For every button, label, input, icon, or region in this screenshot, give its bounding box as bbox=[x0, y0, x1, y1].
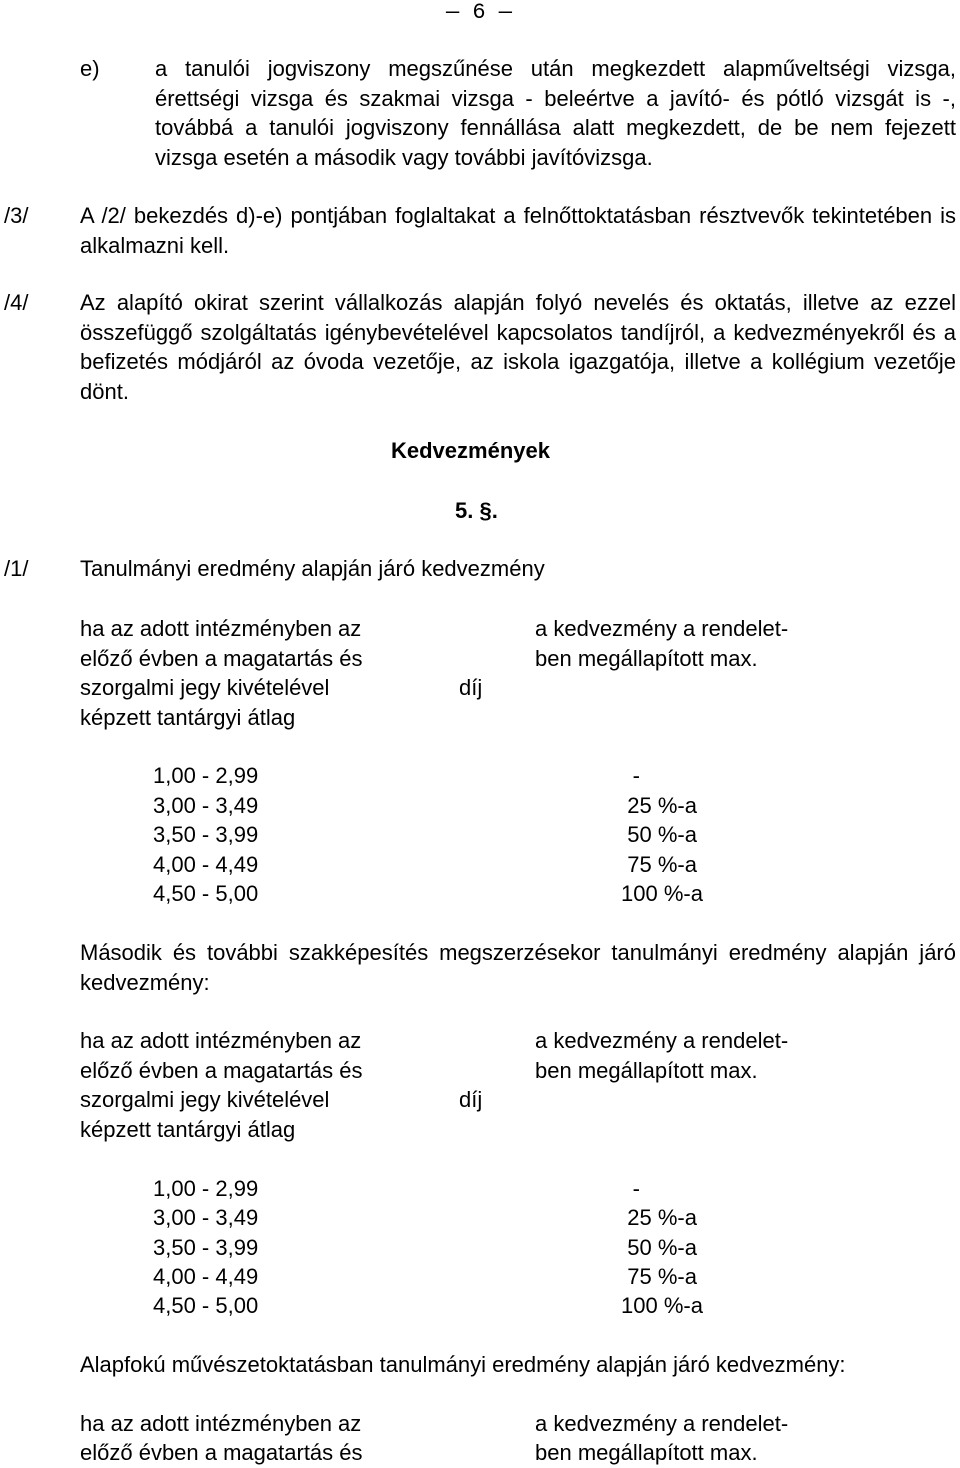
table-row-discount: 100 %-a bbox=[621, 1293, 703, 1318]
second-qualification-text: Második és további szakképesítés megszerzésekor tanulmányi eredmény alapján járó kedvezmény: bbox=[80, 940, 956, 995]
table-row-discount: 25 %-a bbox=[627, 793, 697, 818]
header-left-line: előző évben a magatartás és bbox=[80, 1440, 363, 1465]
table-row-range: 4,50 - 5,00 bbox=[153, 1293, 259, 1318]
table-row-discount: 50 %-a bbox=[627, 822, 697, 847]
header-left-line: ha az adott intézményben az bbox=[80, 616, 362, 641]
header-left-line: előző évben a magatartás és bbox=[80, 646, 363, 671]
paragraph-4-label: /4/ bbox=[4, 290, 29, 315]
art-education-text: Alapfokú művészetoktatásban tanulmányi eredmény alapján járó kedvezmény: bbox=[80, 1352, 846, 1377]
table-row-discount: 100 %-a bbox=[621, 881, 703, 906]
table-row-range: 4,00 - 4,49 bbox=[153, 852, 259, 877]
table-row-range: 3,50 - 3,99 bbox=[153, 822, 259, 847]
table-row-discount: 75 %-a bbox=[627, 1264, 697, 1289]
header-fee: díj bbox=[459, 675, 483, 700]
header-left-line: előző évben a magatartás és bbox=[80, 1058, 363, 1083]
paragraph-4-text: Az alapító okirat szerint vállalkozás alapján folyó nevelés és oktatás, illetve az ezzel összefüggő szolgáltatás igénybevételével kapcsolatos tandíjról, a kedvezményekről és a befizetés módjáról az óvoda vezetője, az iskola igazgatója, illetve a kollégium vezetője dönt. bbox=[80, 290, 956, 404]
table-row-discount: 75 %-a bbox=[627, 852, 697, 877]
header-left-line: ha az adott intézményben az bbox=[80, 1411, 362, 1436]
table-row-discount: 25 %-a bbox=[627, 1205, 697, 1230]
item-e-text: a tanulói jogviszony megszűnése után megkezdett alapműveltségi vizsga, érettségi vizsga és szakmai vizsga - beleértve a javító- és pótló vizsgát is -, továbbá a tanulói jogviszony fennállása alatt megkezdett, de be nem fejezett vizsga esetén a második vagy további javítóvizsga. bbox=[155, 56, 956, 170]
header-right-line: ben megállapított max. bbox=[535, 646, 758, 671]
paragraph-1-text: Tanulmányi eredmény alapján járó kedvezmény bbox=[80, 556, 545, 581]
table-row-discount: - bbox=[632, 1176, 640, 1201]
header-right-line: a kedvezmény a rendelet- bbox=[535, 1028, 789, 1053]
paragraph-3-text: A /2/ bekezdés d)-e) pontjában foglaltakat a felnőttoktatásban résztvevők tekintetében is alkalmazni kell. bbox=[80, 203, 956, 258]
header-right-line: ben megállapított max. bbox=[535, 1440, 758, 1465]
header-right-line: a kedvezmény a rendelet- bbox=[535, 1411, 789, 1436]
table-row-range: 1,00 - 2,99 bbox=[153, 763, 259, 788]
header-left-line: képzett tantárgyi átlag bbox=[80, 1117, 296, 1142]
section-title: Kedvezmények bbox=[391, 438, 550, 463]
paragraph-1-label: /1/ bbox=[4, 556, 29, 581]
table-row-range: 4,00 - 4,49 bbox=[153, 1264, 259, 1289]
table-row-range: 3,00 - 3,49 bbox=[153, 793, 259, 818]
table-row-discount: - bbox=[632, 763, 640, 788]
table-row-range: 3,50 - 3,99 bbox=[153, 1235, 259, 1260]
table-row-range: 1,00 - 2,99 bbox=[153, 1176, 259, 1201]
table-row-discount: 50 %-a bbox=[627, 1235, 697, 1260]
header-left-line: szorgalmi jegy kivételével bbox=[80, 675, 330, 700]
table-row-range: 4,50 - 5,00 bbox=[153, 881, 259, 906]
paragraph-3-label: /3/ bbox=[4, 203, 29, 228]
header-right-line: a kedvezmény a rendelet- bbox=[535, 616, 789, 641]
header-fee: díj bbox=[459, 1087, 483, 1112]
item-e-label: e) bbox=[80, 56, 100, 81]
section-number: 5. §. bbox=[455, 498, 498, 523]
header-left-line: szorgalmi jegy kivételével bbox=[80, 1087, 330, 1112]
page-number: — 6 — bbox=[446, 0, 513, 25]
header-left-line: ha az adott intézményben az bbox=[80, 1028, 362, 1053]
header-left-line: képzett tantárgyi átlag bbox=[80, 705, 296, 730]
header-right-line: ben megállapított max. bbox=[535, 1058, 758, 1083]
table-row-range: 3,00 - 3,49 bbox=[153, 1205, 259, 1230]
